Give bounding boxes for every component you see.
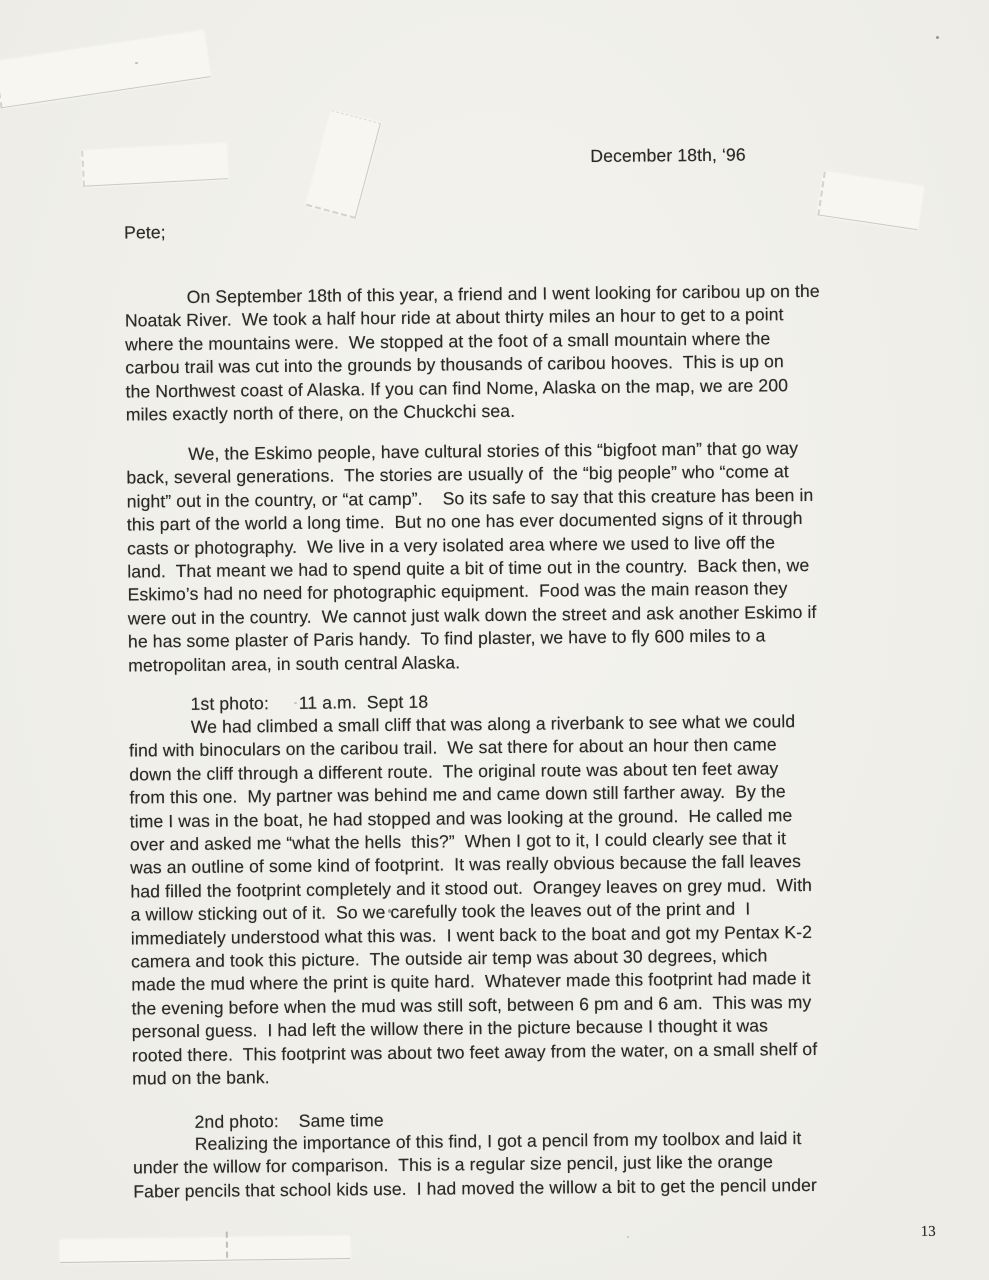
page-number-text: 13 — [920, 1223, 936, 1240]
text-line: personal guess. I had left the willow there in the picture because I thought it was — [131, 1015, 769, 1042]
text-line: On September 18th of this year, a friend and I went looking for caribou up on the — [186, 280, 820, 307]
text-line: casts or photography. We live in a very isolated area where we used to live off the — [127, 531, 776, 559]
text-line: Eskimo’s had no need for photographic equipment. Food was the main reason they — [127, 578, 788, 605]
text-line: mud on the bank. — [132, 1067, 270, 1089]
text-line: he has some plaster of Paris handy. To find plaster, we have to fly 600 miles to a — [127, 625, 766, 652]
text-line: land. That meant we had to spend quite a bit of time out in the country. Back then, we — [127, 555, 810, 582]
letter-date — [590, 141, 970, 168]
date-text: December 18th, ‘96 — [590, 144, 746, 167]
photo2-heading-text: 2nd photo: Same time — [194, 1110, 384, 1132]
text-line: night” out in the country, or “at camp”. So its safe to say that this creature has been in — [126, 484, 814, 512]
text-line: Realizing the importance of this find, I got a pencil from my toolbox and laid it — [194, 1128, 802, 1154]
text-line: immediately understood what this was. I went back to the boat and got my Pentax K-2 — [130, 921, 813, 949]
paragraph-intro-trip — [125, 279, 926, 427]
text-line: where the mountains were. We stopped at the foot of a small mountain where the — [125, 328, 771, 355]
text-line: the Northwest coast of Alaska. If you can find Nome, Alaska on the map, we are 200 — [125, 374, 789, 402]
text-line: metropolitan area, in south central Alaska. — [128, 651, 461, 676]
text-line: We had climbed a small cliff that was along a riverbank to see what we could — [190, 711, 796, 737]
text-line: over and asked me “what the hells this?” When I got to it, I could clearly see that it — [129, 828, 787, 855]
text-line: back, several generations. The stories are usually of the “big people” who “come at — [126, 461, 789, 488]
salutation-text: Pete; — [123, 222, 166, 243]
text-line: down the cliff through a different route. The original route was about ten feet away — [129, 758, 779, 785]
text-line: camera and took this picture. The outside air temp was about 30 degrees, which — [130, 945, 768, 972]
text-line: miles exactly north of there, on the Chuckchi sea. — [125, 400, 516, 425]
text-line: find with binoculars on the caribou trail. We sat there for about an hour then came — [128, 734, 777, 761]
text-line: time I was in the boat, he had stopped and was looking at the ground. He called me — [129, 804, 793, 832]
page-number — [921, 1223, 981, 1241]
text-line: Noatak River. We took a half hour ride at about thirty miles an hour to get to a point — [124, 304, 784, 331]
text-line: under the willow for comparison. This is a regular size pencil, just like the orange — [132, 1151, 774, 1178]
letter-salutation — [124, 214, 924, 245]
text-line: carbou trail was cut into the grounds by thousands of caribou hooves. This is up on — [125, 351, 784, 378]
paragraph-pencil-comparison — [133, 1126, 934, 1204]
text-line: made the mud where the print is quite hard. Whatever made this footprint had made it — [131, 968, 811, 995]
text-line: was an outline of some kind of footprint. It was really obvious because the fall leaves — [130, 851, 802, 878]
text-line: had filled the footprint completely and it stood out. Orangey leaves on grey mud. With — [130, 874, 813, 902]
text-line: were out in the country. We cannot just walk down the street and ask another Eskimo if — [127, 601, 817, 629]
paragraph-footprint-discovery — [129, 709, 933, 1091]
text-line: a willow sticking out of it. So we carefully took the leaves out of the print and I — [130, 898, 751, 925]
text-line: rooted there. This footprint was about two feet away from the water, on a small shelf of — [131, 1038, 818, 1066]
text-line: this part of the world a long time. But no one has ever documented signs of it through — [126, 508, 803, 535]
text-line: Faber pencils that school kids use. I had moved the willow a bit to get the pencil under — [133, 1174, 818, 1202]
text-line: from this one. My partner was behind me and came down still farther away. By the — [129, 781, 786, 808]
photo1-heading-text: 1st photo: 11 a.m. Sept 18 — [190, 691, 429, 714]
text-line: We, the Eskimo people, have cultural stories of this “bigfoot man” that go way — [188, 438, 799, 464]
text-line: the evening before when the mud was still soft, between 6 pm and 6 am. This was my — [131, 991, 812, 1019]
paragraph-eskimo-stories — [126, 436, 928, 678]
